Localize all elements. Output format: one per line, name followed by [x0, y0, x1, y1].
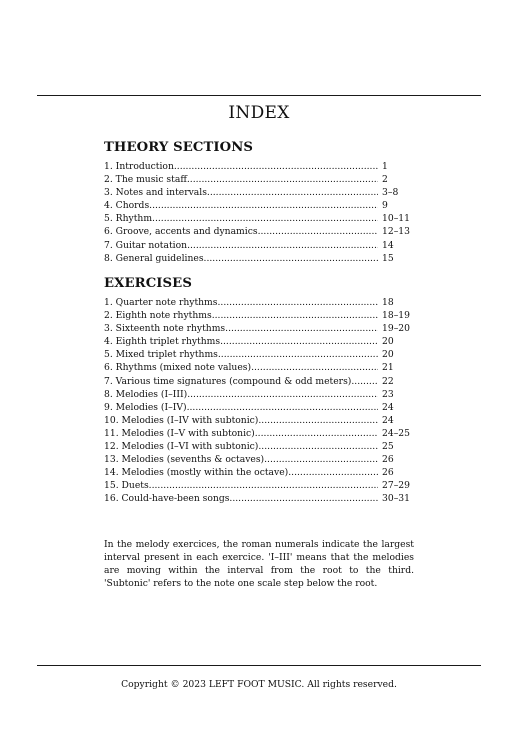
entry-page-number: 22: [382, 375, 394, 387]
dot-leader: [187, 401, 378, 414]
exercise-entry: [104, 361, 424, 374]
entry-label: 16. Could-have-been songs: [104, 493, 230, 505]
exercise-entry: [104, 388, 424, 401]
page-title: INDEX: [228, 103, 290, 123]
exercise-entry: [104, 322, 424, 335]
exercise-entry: [104, 479, 424, 492]
dot-leader: [174, 160, 378, 173]
exercise-entry: [104, 492, 424, 505]
entry-page-number: 19–20: [382, 323, 410, 335]
dot-leader: [288, 466, 378, 479]
entry-label: 1. Quarter note rhythms: [104, 297, 218, 308]
theory-section-entry: [104, 225, 424, 238]
entry-page-number: 24: [382, 414, 394, 426]
entry-page-number: 27–29: [382, 480, 410, 492]
dot-leader: [229, 492, 378, 505]
entry-label: 15. Duets: [104, 480, 149, 492]
entry-label: 11. Melodies (I–V with subtonic): [104, 427, 255, 439]
entry-page-number: 21: [382, 362, 394, 374]
entry-label: 8. Melodies (I–III): [104, 388, 188, 400]
theory-section-entry: [104, 186, 424, 199]
exercise-entry: [104, 375, 424, 388]
exercises-heading: EXERCISES: [104, 276, 192, 291]
dot-leader: [225, 322, 378, 335]
entry-page-number: 15: [382, 252, 394, 264]
exercise-entry: [104, 466, 424, 479]
exercise-entry: [104, 296, 424, 309]
entry-label: 6. Groove, accents and dynamics: [104, 226, 258, 238]
exercise-entry: [104, 414, 424, 427]
entry-page-number: 3–8: [382, 187, 399, 199]
entry-page-number: 9: [382, 200, 388, 212]
entry-label: 12. Melodies (I–VI with subtonic): [104, 441, 259, 453]
exercises-list: [104, 296, 424, 506]
dot-leader: [264, 453, 378, 466]
dot-leader: [255, 427, 378, 440]
entry-label: 4. Eighth triplet rhythms: [104, 336, 221, 348]
entry-label: 5. Rhythm: [104, 213, 153, 225]
dot-leader: [187, 388, 378, 401]
entry-page-number: 30–31: [382, 493, 410, 505]
entry-label: 13. Melodies (sevenths & octaves): [104, 454, 265, 466]
entry-page-number: 18–19: [382, 310, 410, 322]
dot-leader: [251, 361, 378, 374]
entry-page-number: 14: [382, 239, 394, 251]
theory-section-entry: [104, 239, 424, 252]
entry-label: 7. Various time signatures (compound & odd meters): [104, 375, 352, 387]
exercise-entry: [104, 440, 424, 453]
dot-leader: [204, 252, 378, 265]
entry-label: 1. Introduction: [104, 161, 174, 172]
dot-leader: [258, 414, 378, 427]
theory-section-entry: [104, 199, 424, 212]
exercise-entry: [104, 453, 424, 466]
dot-leader: [149, 479, 378, 492]
theory-section-entry: [104, 252, 424, 265]
entry-label: 2. Eighth note rhythms: [104, 310, 212, 322]
theory-sections-list: [104, 160, 424, 265]
dot-leader: [218, 348, 378, 361]
entry-label: 14. Melodies (mostly within the octave): [104, 467, 289, 479]
dot-leader: [207, 186, 378, 199]
entry-page-number: 24–25: [382, 427, 410, 439]
entry-label: 7. Guitar notation: [104, 239, 188, 251]
dot-leader: [149, 199, 378, 212]
exercise-entry: [104, 335, 424, 348]
entry-page-number: 20: [382, 349, 394, 361]
entry-label: 8. General guidelines: [104, 252, 204, 264]
melody-note-paragraph: In the melody exercices, the roman numerals indicate the largest interval present in each exercice. 'I–III' means that the melodies are moving within the interval from the root to the third. 'Subtonic' refers to the note one scale step below the root.: [104, 539, 414, 590]
dot-leader: [217, 296, 378, 309]
entry-page-number: 26: [382, 467, 394, 479]
entry-label: 3. Notes and intervals: [104, 187, 207, 199]
entry-label: 4. Chords: [104, 200, 150, 212]
bottom-divider: [37, 665, 481, 666]
dot-leader: [351, 375, 378, 388]
dot-leader: [187, 173, 378, 186]
theory-section-entry: [104, 173, 424, 186]
entry-page-number: 10–11: [382, 213, 410, 225]
dot-leader: [187, 239, 378, 252]
dot-leader: [152, 212, 378, 225]
entry-label: 10. Melodies (I–IV with subtonic): [104, 414, 259, 426]
exercise-entry: [104, 309, 424, 322]
dot-leader: [258, 440, 378, 453]
top-divider: [37, 95, 481, 96]
entry-page-number: 23: [382, 388, 394, 400]
dot-leader: [212, 309, 378, 322]
entry-page-number: 1: [382, 161, 388, 172]
entry-page-number: 2: [382, 174, 388, 186]
exercise-entry: [104, 401, 424, 414]
entry-page-number: 20: [382, 336, 394, 348]
exercise-entry: [104, 348, 424, 361]
entry-label: 9. Melodies (I–IV): [104, 401, 187, 413]
entry-page-number: 18: [382, 297, 394, 308]
entry-page-number: 12–13: [382, 226, 410, 238]
theory-section-entry: [104, 212, 424, 225]
dot-leader: [220, 335, 378, 348]
entry-page-number: 25: [382, 441, 394, 453]
dot-leader: [258, 225, 378, 238]
entry-label: 5. Mixed triplet rhythms: [104, 349, 218, 361]
exercise-entry: [104, 427, 424, 440]
theory-section-entry: [104, 160, 424, 173]
entry-page-number: 26: [382, 454, 394, 466]
entry-page-number: 24: [382, 401, 394, 413]
entry-label: 3. Sixteenth note rhythms: [104, 323, 226, 335]
theory-sections-heading: THEORY SECTIONS: [104, 140, 253, 155]
copyright-text: Copyright © 2023 LEFT FOOT MUSIC. All rights reserved.: [121, 679, 397, 690]
entry-label: 2. The music staff: [104, 174, 187, 186]
entry-label: 6. Rhythms (mixed note values): [104, 362, 252, 374]
